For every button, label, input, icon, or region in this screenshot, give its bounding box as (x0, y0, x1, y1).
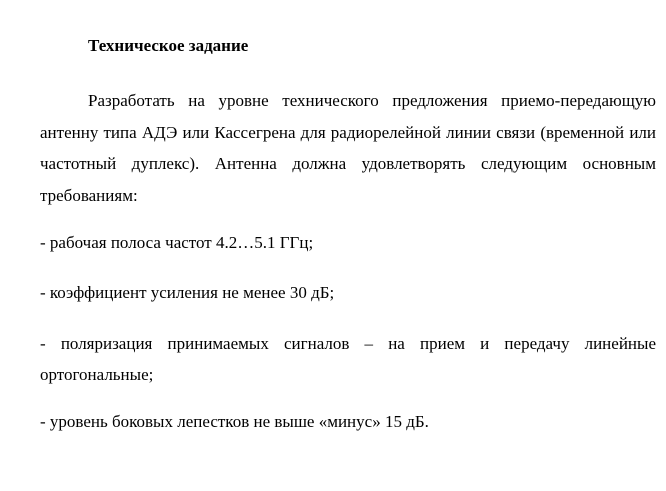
requirement-gain: - коэффициент усиления не менее 30 дБ; (40, 283, 335, 302)
intro-paragraph: Разработать на уровне технического предложения приемо-передающую антенну типа АДЭ или Кассегрена для радиорелейной линии связи (временной или частотный дуплекс). Антенна должна удовлетворять следующим основным требованиям: (40, 91, 656, 205)
requirement-polarization: - поляризация принимаемых сигналов – на прием и передачу линейные ортогональные; (40, 334, 656, 384)
document-heading: Техническое задание (88, 36, 249, 55)
requirement-frequency-band: - рабочая полоса частот 4.2…5.1 ГГц; (40, 233, 314, 252)
requirement-sidelobe-level: - уровень боковых лепестков не выше «минус» 15 дБ. (40, 412, 429, 431)
